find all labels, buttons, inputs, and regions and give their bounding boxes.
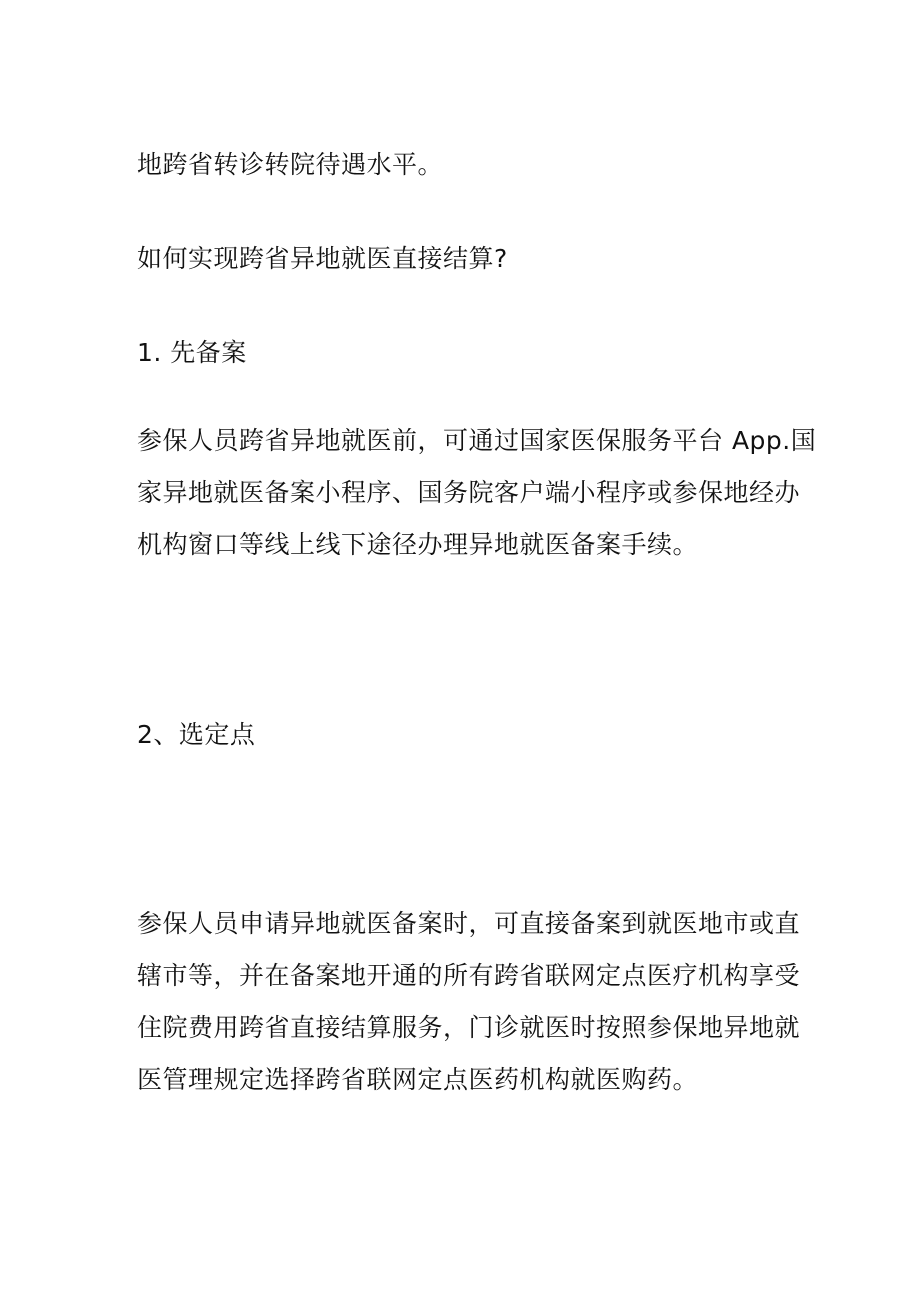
question-heading: 如何实现跨省异地就医直接结算? <box>137 244 508 273</box>
step2-heading: 2、选定点 <box>137 720 256 749</box>
step1-heading: 1. 先备案 <box>137 338 247 367</box>
step1-line-1: 参保人员跨省异地就医前，可通过国家医保服务平台 App.国 <box>137 426 817 455</box>
step2-line-4: 医管理规定选择跨省联网定点医药机构就医购药。 <box>137 1065 699 1094</box>
step2-paragraph <box>137 898 801 1106</box>
step2-line-1: 参保人员申请异地就医备案时，可直接备案到就医地市或直 <box>137 909 801 938</box>
step2-line-3: 住院费用跨省直接结算服务，门诊就医时按照参保地异地就 <box>137 1013 801 1042</box>
step1-line-3: 机构窗口等线上线下途径办理异地就医备案手续。 <box>137 530 699 559</box>
step2-line-2: 辖市等，并在备案地开通的所有跨省联网定点医疗机构享受 <box>137 961 801 990</box>
continuation-text: 地跨省转诊转院待遇水平。 <box>137 150 444 179</box>
step1-paragraph <box>137 415 817 571</box>
step1-line-2: 家异地就医备案小程序、国务院客户端小程序或参保地经办 <box>137 478 801 507</box>
